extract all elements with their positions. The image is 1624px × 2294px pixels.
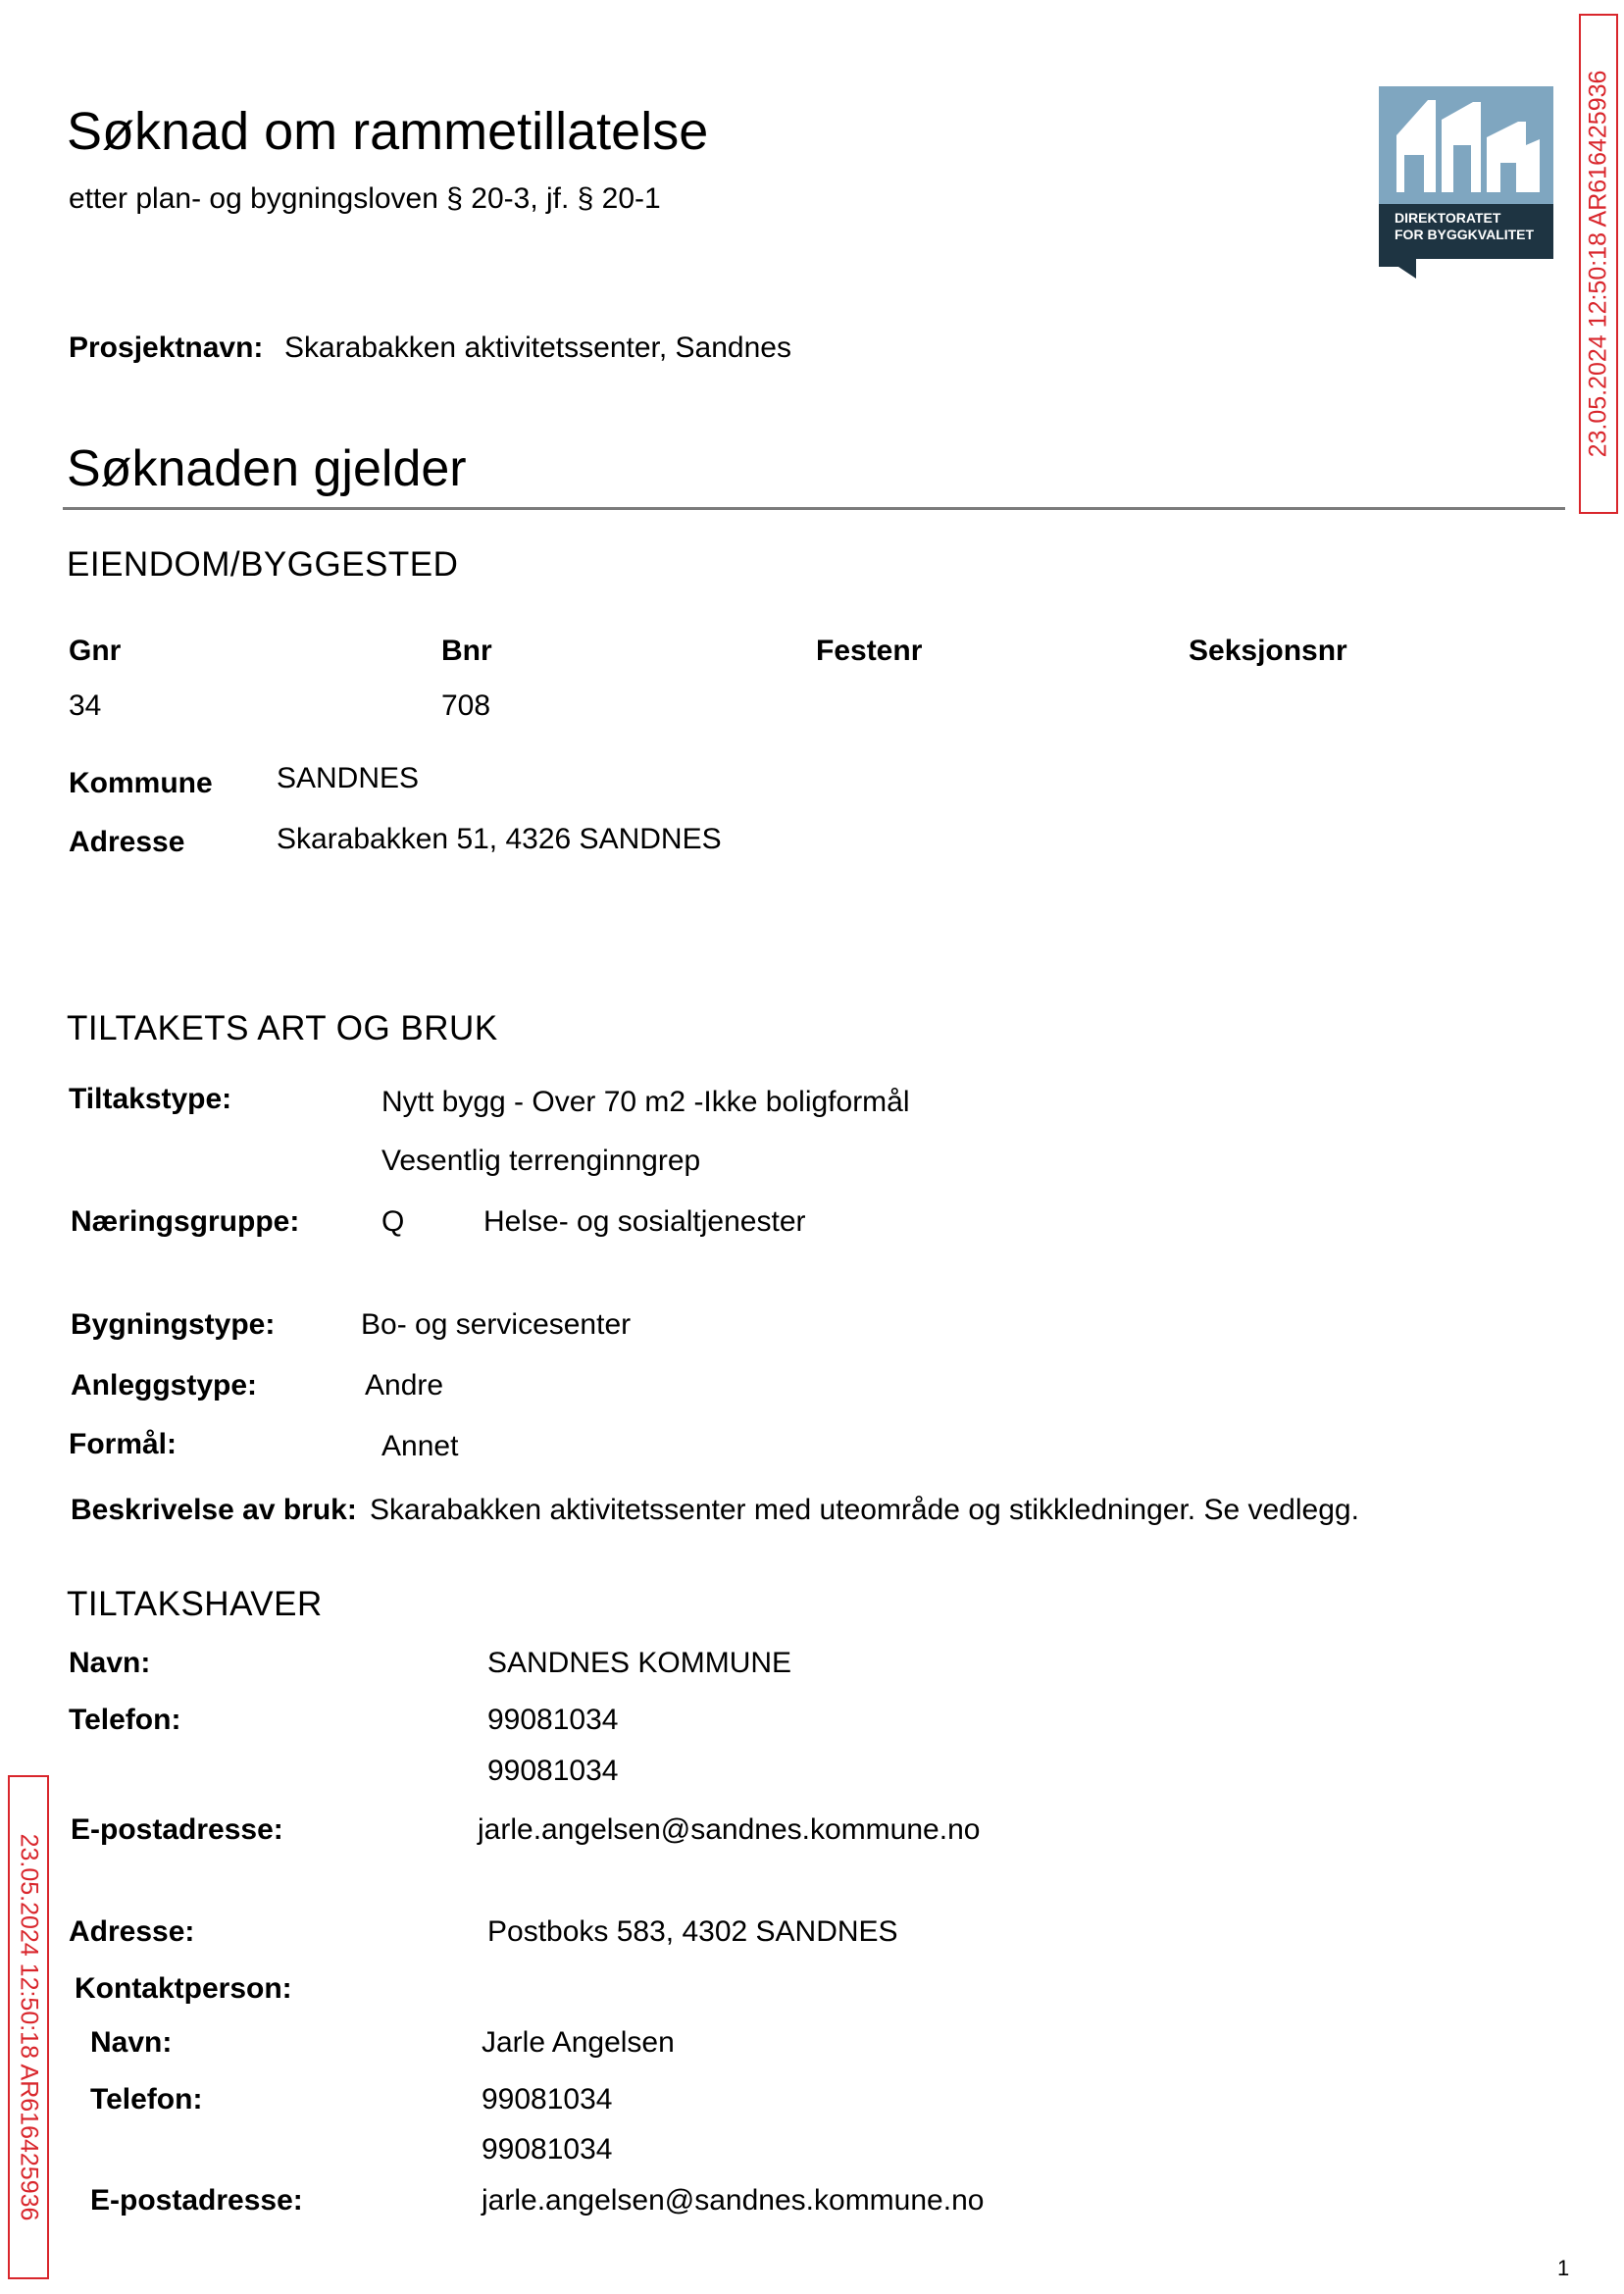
naering-value: Helse- og sosialtjenester [483,1205,806,1238]
kontakt-epost-label: E-postadresse: [90,2184,303,2217]
tiltakshaver-adresse-value: Postboks 583, 4302 SANDNES [487,1915,898,1948]
document-title: Søknad om rammetillatelse [67,102,709,161]
bygningstype-label: Bygningstype: [71,1308,276,1341]
kontakt-navn-value: Jarle Angelsen [482,2026,675,2059]
val-bnr: 708 [441,689,491,722]
anleggstype-value: Andre [365,1369,444,1402]
kommune-value: SANDNES [277,762,420,794]
tiltakshaver-adresse-label: Adresse: [69,1915,195,1948]
tiltakshaver-epost-label: E-postadresse: [71,1813,283,1846]
col-festenr: Festenr [816,635,923,667]
adresse-value: Skarabakken 51, 4326 SANDNES [277,823,722,855]
adresse-label: Adresse [69,826,185,858]
anleggstype-label: Anleggstype: [71,1369,258,1402]
beskrivelse-value: Skarabakken aktivitetssenter med uteområde og stikkledninger. Se vedlegg. [370,1494,1359,1526]
section-rule [63,507,1565,510]
tiltakshaver-navn-label: Navn: [69,1647,151,1679]
stamp-text-top: 23.05.2024 12:50:18 AR616425936 [1584,70,1612,458]
formaal-value: Annet [381,1430,459,1462]
kommune-label: Kommune [69,767,213,799]
kontakt-telefon-label: Telefon: [90,2083,203,2116]
col-bnr: Bnr [441,635,492,667]
tiltakshaver-telefon-value-2: 99081034 [487,1755,619,1787]
kontaktperson-label: Kontaktperson: [75,1972,292,2005]
bygningstype-value: Bo- og servicesenter [361,1308,632,1341]
naering-code: Q [381,1205,405,1238]
col-gnr: Gnr [69,635,122,667]
tiltakstype-value-1: Nytt bygg - Over 70 m2 -Ikke boligformål [381,1086,910,1118]
tiltak-heading: TILTAKETS ART OG BRUK [67,1009,498,1047]
col-seksjonsnr: Seksjonsnr [1189,635,1347,667]
tiltakshaver-telefon-label: Telefon: [69,1704,181,1736]
logo-text-line2: FOR BYGGKVALITET [1395,227,1535,242]
logo-text-line1: DIREKTORATET [1395,210,1501,226]
project-label: Prosjektnavn: [69,331,264,364]
kontakt-navn-label: Navn: [90,2026,173,2059]
document-subtitle: etter plan- og bygningsloven § 20-3, jf. § 20-1 [69,182,661,215]
tiltakshaver-navn-value: SANDNES KOMMUNE [487,1647,792,1679]
val-gnr: 34 [69,689,102,722]
kontakt-telefon-value-1: 99081034 [482,2083,613,2116]
stamp-text-bottom: 23.05.2024 12:50:18 AR616425936 [15,1833,43,2221]
tiltakstype-value-2: Vesentlig terrenginngrep [381,1145,701,1177]
tiltakshaver-epost-value: jarle.angelsen@sandnes.kommune.no [478,1813,981,1846]
tiltakshaver-telefon-value-1: 99081034 [487,1704,619,1736]
tiltakshaver-heading: TILTAKSHAVER [67,1585,323,1623]
page-number: 1 [1557,2256,1570,2280]
kontakt-telefon-value-2: 99081034 [482,2133,613,2166]
project-value: Skarabakken aktivitetssenter, Sandnes [284,331,791,364]
beskrivelse-label: Beskrivelse av bruk: [71,1494,357,1526]
section-heading: Søknaden gjelder [67,440,467,497]
eiendom-heading: EIENDOM/BYGGESTED [67,545,459,584]
kontakt-epost-value: jarle.angelsen@sandnes.kommune.no [482,2184,985,2217]
tiltakstype-label: Tiltakstype: [69,1083,232,1115]
naering-label: Næringsgruppe: [71,1205,300,1238]
dibk-logo [1379,86,1553,279]
formaal-label: Formål: [69,1428,178,1460]
